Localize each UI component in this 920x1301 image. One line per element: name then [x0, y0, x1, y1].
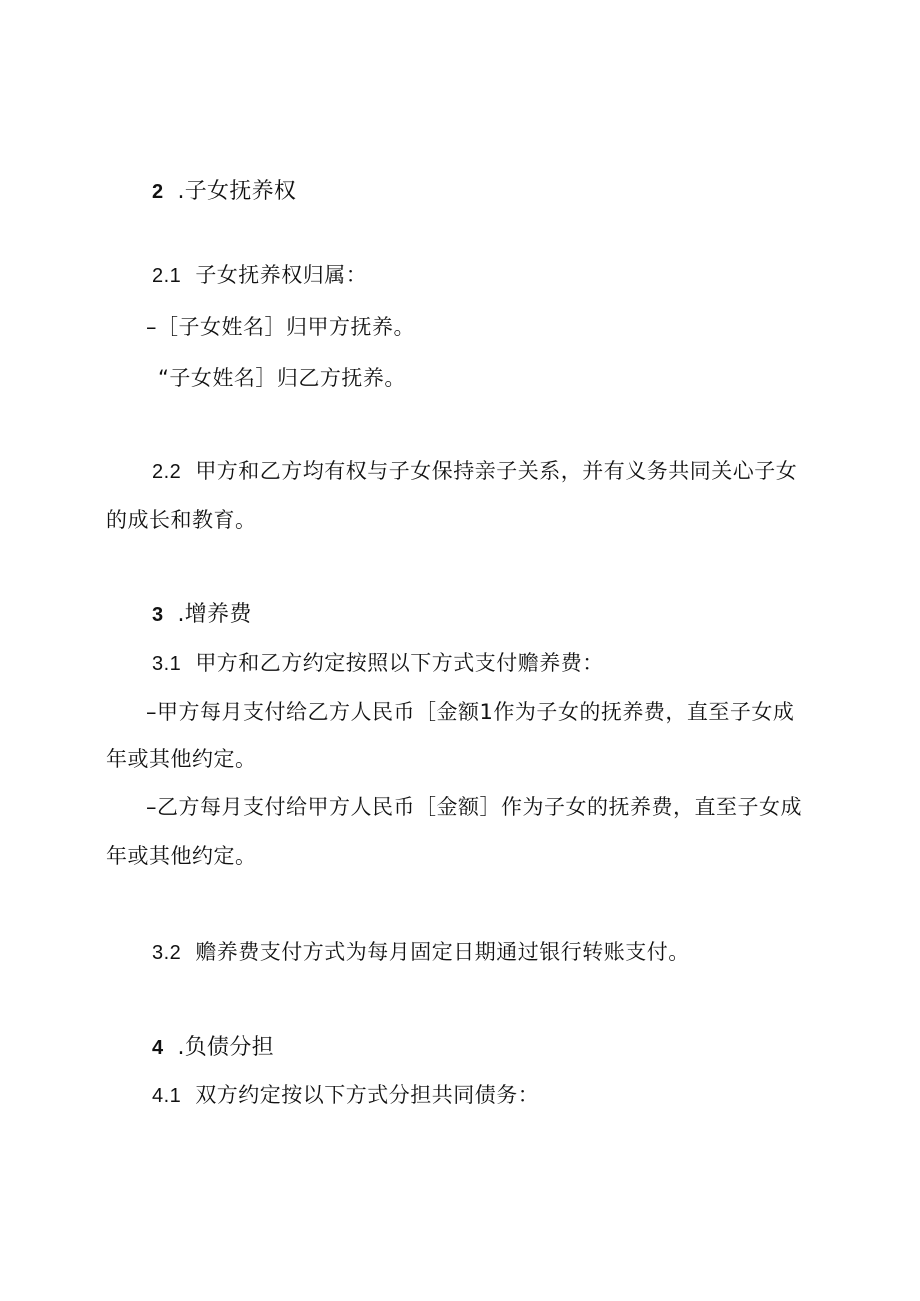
paragraph-line: –甲方每月支付给乙方人民币［金额1作为子女的抚养费，直至子女成 [146, 700, 795, 724]
paragraph [152, 261, 367, 290]
paragraph-line: 的成长和教育。 [106, 508, 257, 532]
paragraph [152, 457, 797, 486]
clause-number: 4.1 [152, 1085, 182, 1107]
paragraph [152, 649, 604, 678]
paragraph-line: –乙方每月支付给甲方人民币［金额］作为子女的抚养费，直至子女成 [146, 795, 802, 819]
clause-number: 3.2 [152, 942, 182, 964]
section-heading [152, 1034, 274, 1062]
paragraph-line: 年或其他约定。 [106, 844, 257, 868]
section-number: 4 [152, 1037, 164, 1059]
clause-text: 甲方和乙方约定按照以下方式支付赡养费： [195, 651, 604, 675]
paragraph-line: “子女姓名］归乙方抚养。 [158, 366, 406, 390]
clause-number: 2.1 [152, 265, 182, 287]
clause-text: 双方约定按以下方式分担共同债务： [195, 1083, 540, 1107]
section-title: .负债分担 [177, 1035, 274, 1060]
section-title: .增养费 [177, 602, 252, 627]
clause-number: 3.1 [152, 653, 182, 675]
section-heading [152, 601, 252, 629]
section-title: .子女抚养权 [177, 179, 297, 204]
section-number: 3 [152, 604, 164, 626]
paragraph-line: 年或其他约定。 [106, 747, 257, 771]
paragraph [152, 1081, 539, 1110]
section-heading [152, 178, 296, 206]
clause-text: 子女抚养权归属： [195, 263, 368, 287]
paragraph [152, 938, 690, 967]
section-number: 2 [152, 181, 164, 203]
clause-number: 2.2 [152, 461, 182, 483]
clause-text: 赡养费支付方式为每月固定日期通过银行转账支付。 [195, 940, 690, 964]
paragraph-line: –［子女姓名］归甲方抚养。 [146, 315, 415, 339]
clause-text: 甲方和乙方均有权与子女保持亲子关系，并有义务共同关心子女 [195, 459, 798, 483]
